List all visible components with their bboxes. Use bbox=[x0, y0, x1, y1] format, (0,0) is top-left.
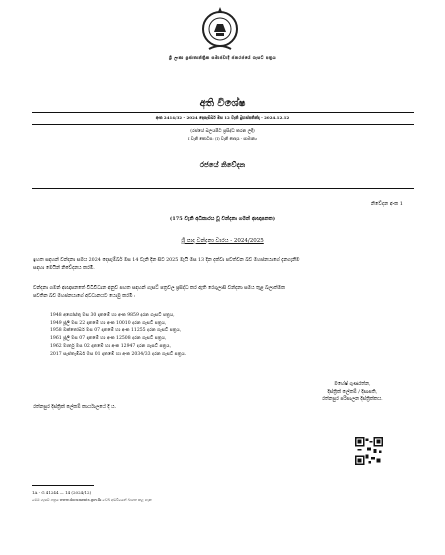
section-heading: රජයේ නිවේදන bbox=[199, 160, 246, 169]
paragraph-1: ඉහත සඳහන් වන්දනා සමය 2024 දෙසැම්බර් මස 14 වැනි දින සිට 2025 මැයි මස 13 දින දක්වා පවත්වන බව මහජනයාගේ දැනගැනීම සඳහා මෙයින් නිවේදනය කරමි. bbox=[33, 258, 300, 271]
list-item: 1949 ජූලි මස 22 දාතමේ හා අංක 10010 දරන ගැසට් පත්‍රය, bbox=[50, 320, 167, 326]
issue-line: අංක 2414/32 - 2024 දෙසැම්බර් මස 12 වැනි බ්‍රහස්පතින්දා - 2024.12.12 bbox=[155, 115, 290, 120]
footer-divider bbox=[32, 485, 94, 486]
divider bbox=[32, 124, 414, 125]
list-item: 1948 අගෝස්තු මස 30 දාතමේ හා අංක 9859 දරන ගැසට් පත්‍රය, bbox=[50, 313, 175, 318]
divider bbox=[32, 188, 414, 189]
footer-code: 1A - G 41244 — 14 (2024/12) bbox=[32, 490, 92, 495]
gazette-list bbox=[50, 312, 186, 358]
authority-line: (රජයේ බලයපිට ප්‍රසිද්ධ කරන ලදී) bbox=[190, 129, 255, 134]
act-reference: (175 වැනි අධිකාරය වූ වන්දනා ගමන් ආඥාපනත) bbox=[169, 216, 276, 222]
notice-subject: ශ්‍රී පාද වන්දනා වාරය - 2024/2025 bbox=[181, 238, 264, 244]
gazette-masthead: ශ්‍රී ලංකා ප්‍රජාතාන්ත්‍රික සමාජවාදී ජනරජයේ ගැසට් පත්‍රය bbox=[168, 55, 277, 60]
footer-note: මෙම ගැසට් පත්‍රය www.documents.gov.lk වෙබ් අඩවියෙන් බාගත කළ හැක bbox=[32, 498, 152, 502]
list-item: 1958 ඔක්තෝබර් මස 07 දාතමේ හා අංක 11255 දරන ගැසට් පත්‍රය, bbox=[50, 328, 182, 334]
list-item: 2017 සැප්තැම්බර් මස 01 දාතමේ හා අංක 2034/33 දරන ගැසට් පත්‍රය. bbox=[50, 351, 187, 357]
national-emblem-icon bbox=[200, 5, 240, 53]
list-item: 1961 ජූලි මස 07 දාතමේ හා අංක 12508 දරන ගැසට් පත්‍රය, bbox=[50, 336, 167, 342]
part-title: I වැනි කොටස: (I) වැනි ඡෙදය - සාමාන්‍ය bbox=[187, 136, 258, 141]
extraordinary-label: අති විශේෂ bbox=[199, 98, 246, 109]
qr-code-icon bbox=[355, 437, 383, 465]
place-date: රත්නපුර දිස්ත්‍රික් ලේකම් කාර්යාලයේ දී ය. bbox=[33, 405, 116, 410]
paragraph-2: වන්දනා ගමන් ආඥාපනතේ විධිවිධාන අනුව පහත සඳහන් ගැසට් පත්‍රවල ප්‍රසිද්ධ කර ඇති රෙගුලාසි වන්දනා සමය තුළ බලාත්මක පවතින බව මහජනයාගේ අවධානයට යොමු කරමි : bbox=[33, 286, 285, 299]
list-item: 1962 මාර්තු මස 02 දාතමේ හා අංක 12947 දරන ගැසට් පත්‍රය, bbox=[50, 343, 172, 349]
signature-block: මහේෂ් ගුණරත්න, දිස්ත්‍රික් ලේකම් / දිසාපති, රත්නපුර පරිපාලන දිස්ත්‍රික්කය. bbox=[322, 382, 383, 402]
notice-number: නිවේදන අංක 1 bbox=[370, 201, 403, 207]
divider bbox=[32, 112, 414, 113]
